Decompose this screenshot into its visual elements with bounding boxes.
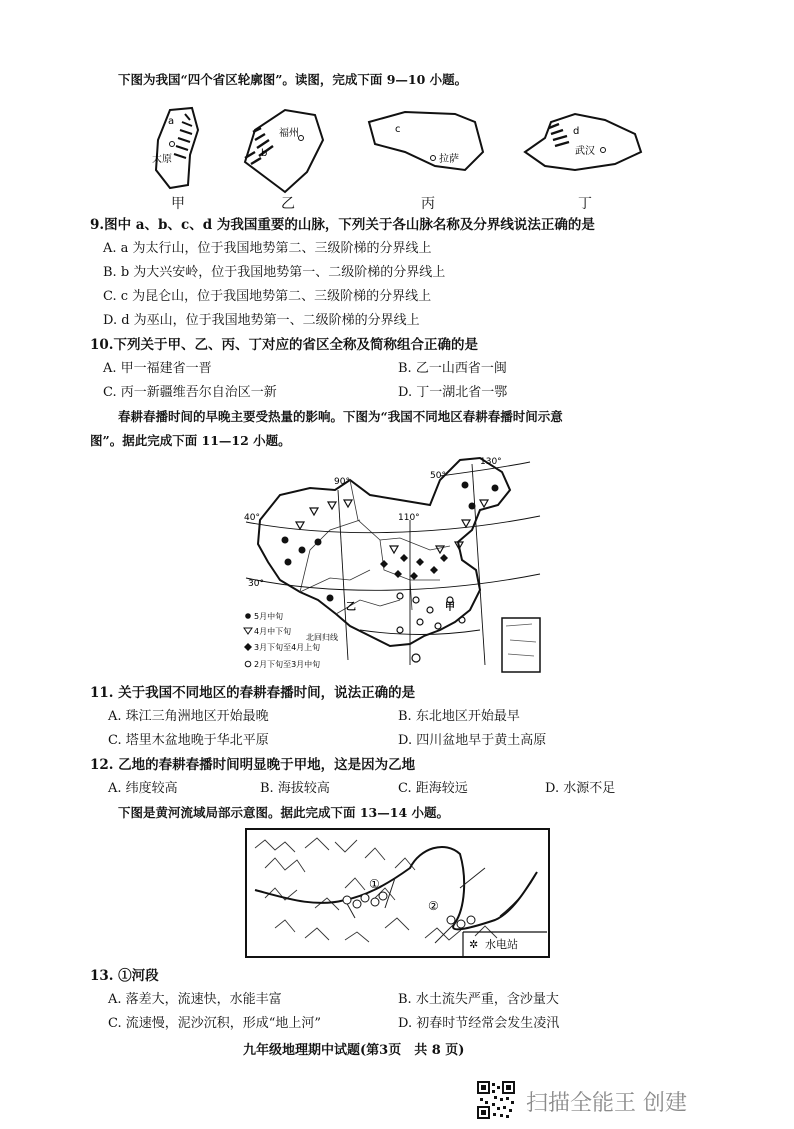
q13-option-d: D. 初春时节经常会发生凌汛 (398, 1016, 560, 1031)
lat-label-30: 30° (248, 579, 264, 589)
q10-option-d: D. 丁一湖北省一鄂 (398, 385, 508, 400)
region-label-yi: 乙 (346, 602, 356, 613)
lon-label-110: 110° (398, 513, 420, 523)
figure-yi-outline (245, 110, 323, 192)
figure-label-ding: 丁 (578, 196, 592, 212)
spring-planting-map (240, 450, 550, 680)
section2-intro-line1: 春耕春播时间的早晚主要受热量的影响。下图为“我国不同地区春耕春播时间示意 (118, 409, 563, 424)
q13-stem: 13. ①河段 (90, 968, 159, 984)
tropic-label: 北回归线 (306, 633, 338, 642)
legend-item-4: 2月下旬至3月中旬 (254, 660, 321, 669)
figure-bing-outline (369, 112, 483, 170)
lon-label-130: 130° (480, 457, 502, 467)
section3-intro: 下图是黄河流域局部示意图。据此完成下面 13—14 小题。 (118, 805, 449, 820)
mountain-a-label: a (168, 116, 175, 127)
scanner-brand-label: 扫描全能王 创建 (526, 1091, 687, 1116)
section2-intro-line2: 图”。据此完成下面 11—12 小题。 (90, 433, 291, 448)
q13-option-a: A. 落差大，流速快，水能丰富 (108, 992, 282, 1007)
figure-label-yi: 乙 (281, 196, 295, 212)
section1-intro: 下图为我国“四个省区轮廓图”。读图，完成下面 9—10 小题。 (118, 72, 468, 87)
lat-label-40: 40° (244, 513, 260, 523)
q12-option-b: B. 海拔较高 (260, 781, 330, 796)
figure-jia-outline (152, 108, 198, 188)
lon-label-90: 90° (334, 477, 350, 487)
legend-hydropower-label: 水电站 (485, 938, 518, 951)
legend-item-2: 4月中下旬 (254, 627, 292, 636)
q12-option-c: C. 距海较远 (398, 781, 468, 796)
lat-label-50: 50° (430, 471, 446, 481)
q10-option-c: C. 丙一新疆维吾尔自治区一新 (103, 385, 277, 400)
legend-item-3: 3月下旬至4月上旬 (254, 643, 321, 652)
mountain-b-label: b (261, 148, 268, 159)
qr-code-icon (476, 1080, 516, 1120)
city-fuzhou-label: 福州 (279, 128, 299, 139)
city-lhasa-label: 拉萨 (439, 154, 459, 165)
q13-option-b: B. 水土流失严重，含沙量大 (398, 992, 559, 1007)
q10-option-b: B. 乙一山西省一闽 (398, 361, 507, 376)
q11-option-a: A. 珠江三角洲地区开始最晚 (108, 709, 269, 724)
figure-label-bing: 丙 (421, 196, 435, 212)
yellow-river-map (245, 828, 550, 958)
page-footer: 九年级地理期中试题(第3页 共 8 页) (243, 1043, 465, 1058)
q13-option-c: C. 流速慢，泥沙沉积，形成“地上河” (108, 1016, 322, 1031)
q9-option-c: C. c 为昆仑山，位于我国地势第二、三级阶梯的分界线上 (103, 289, 432, 304)
legend-item-1: 5月中旬 (254, 612, 284, 621)
marker-1: ① (369, 877, 380, 891)
figure-label-jia: 甲 (171, 196, 185, 212)
q10-option-a: A. 甲一福建省一晋 (103, 361, 212, 376)
q9-option-d: D. d 为巫山，位于我国地势第一、二级阶梯的分界线上 (103, 313, 420, 328)
q10-stem: 10.下列关于甲、乙、丙、丁对应的省区全称及简称组合正确的是 (90, 337, 478, 353)
q12-stem: 12. 乙地的春耕春播时间明显晚于甲地，这是因为乙地 (90, 757, 416, 773)
region-label-jia: 甲 (445, 602, 455, 613)
q11-stem: 11. 关于我国不同地区的春耕春播时间，说法正确的是 (90, 685, 416, 701)
mountain-d-label: d (573, 126, 580, 137)
city-taiyuan-label: 太原 (152, 154, 172, 165)
q11-option-b: B. 东北地区开始最早 (398, 709, 520, 724)
legend-hydropower-symbol: ✲ (469, 938, 479, 951)
q12-option-a: A. 纬度较高 (108, 781, 178, 796)
figure-ding-outline (525, 114, 641, 170)
city-wuhan-label: 武汉 (575, 146, 595, 157)
q11-option-d: D. 四川盆地早于黄土高原 (398, 733, 547, 748)
q9-option-a: A. a 为太行山，位于我国地势第二、三级阶梯的分界线上 (103, 241, 432, 256)
q9-stem: 9.图中 a、b、c、d 为我国重要的山脉，下列关于各山脉名称及分界线说法正确的是 (90, 217, 595, 233)
q9-option-b: B. b 为大兴安岭，位于我国地势第一、二级阶梯的分界线上 (103, 265, 446, 280)
q11-option-c: C. 塔里木盆地晚于华北平原 (108, 733, 269, 748)
marker-2: ② (428, 899, 439, 913)
q12-option-d: D. 水源不足 (545, 781, 616, 796)
mountain-c-label: c (395, 124, 401, 135)
